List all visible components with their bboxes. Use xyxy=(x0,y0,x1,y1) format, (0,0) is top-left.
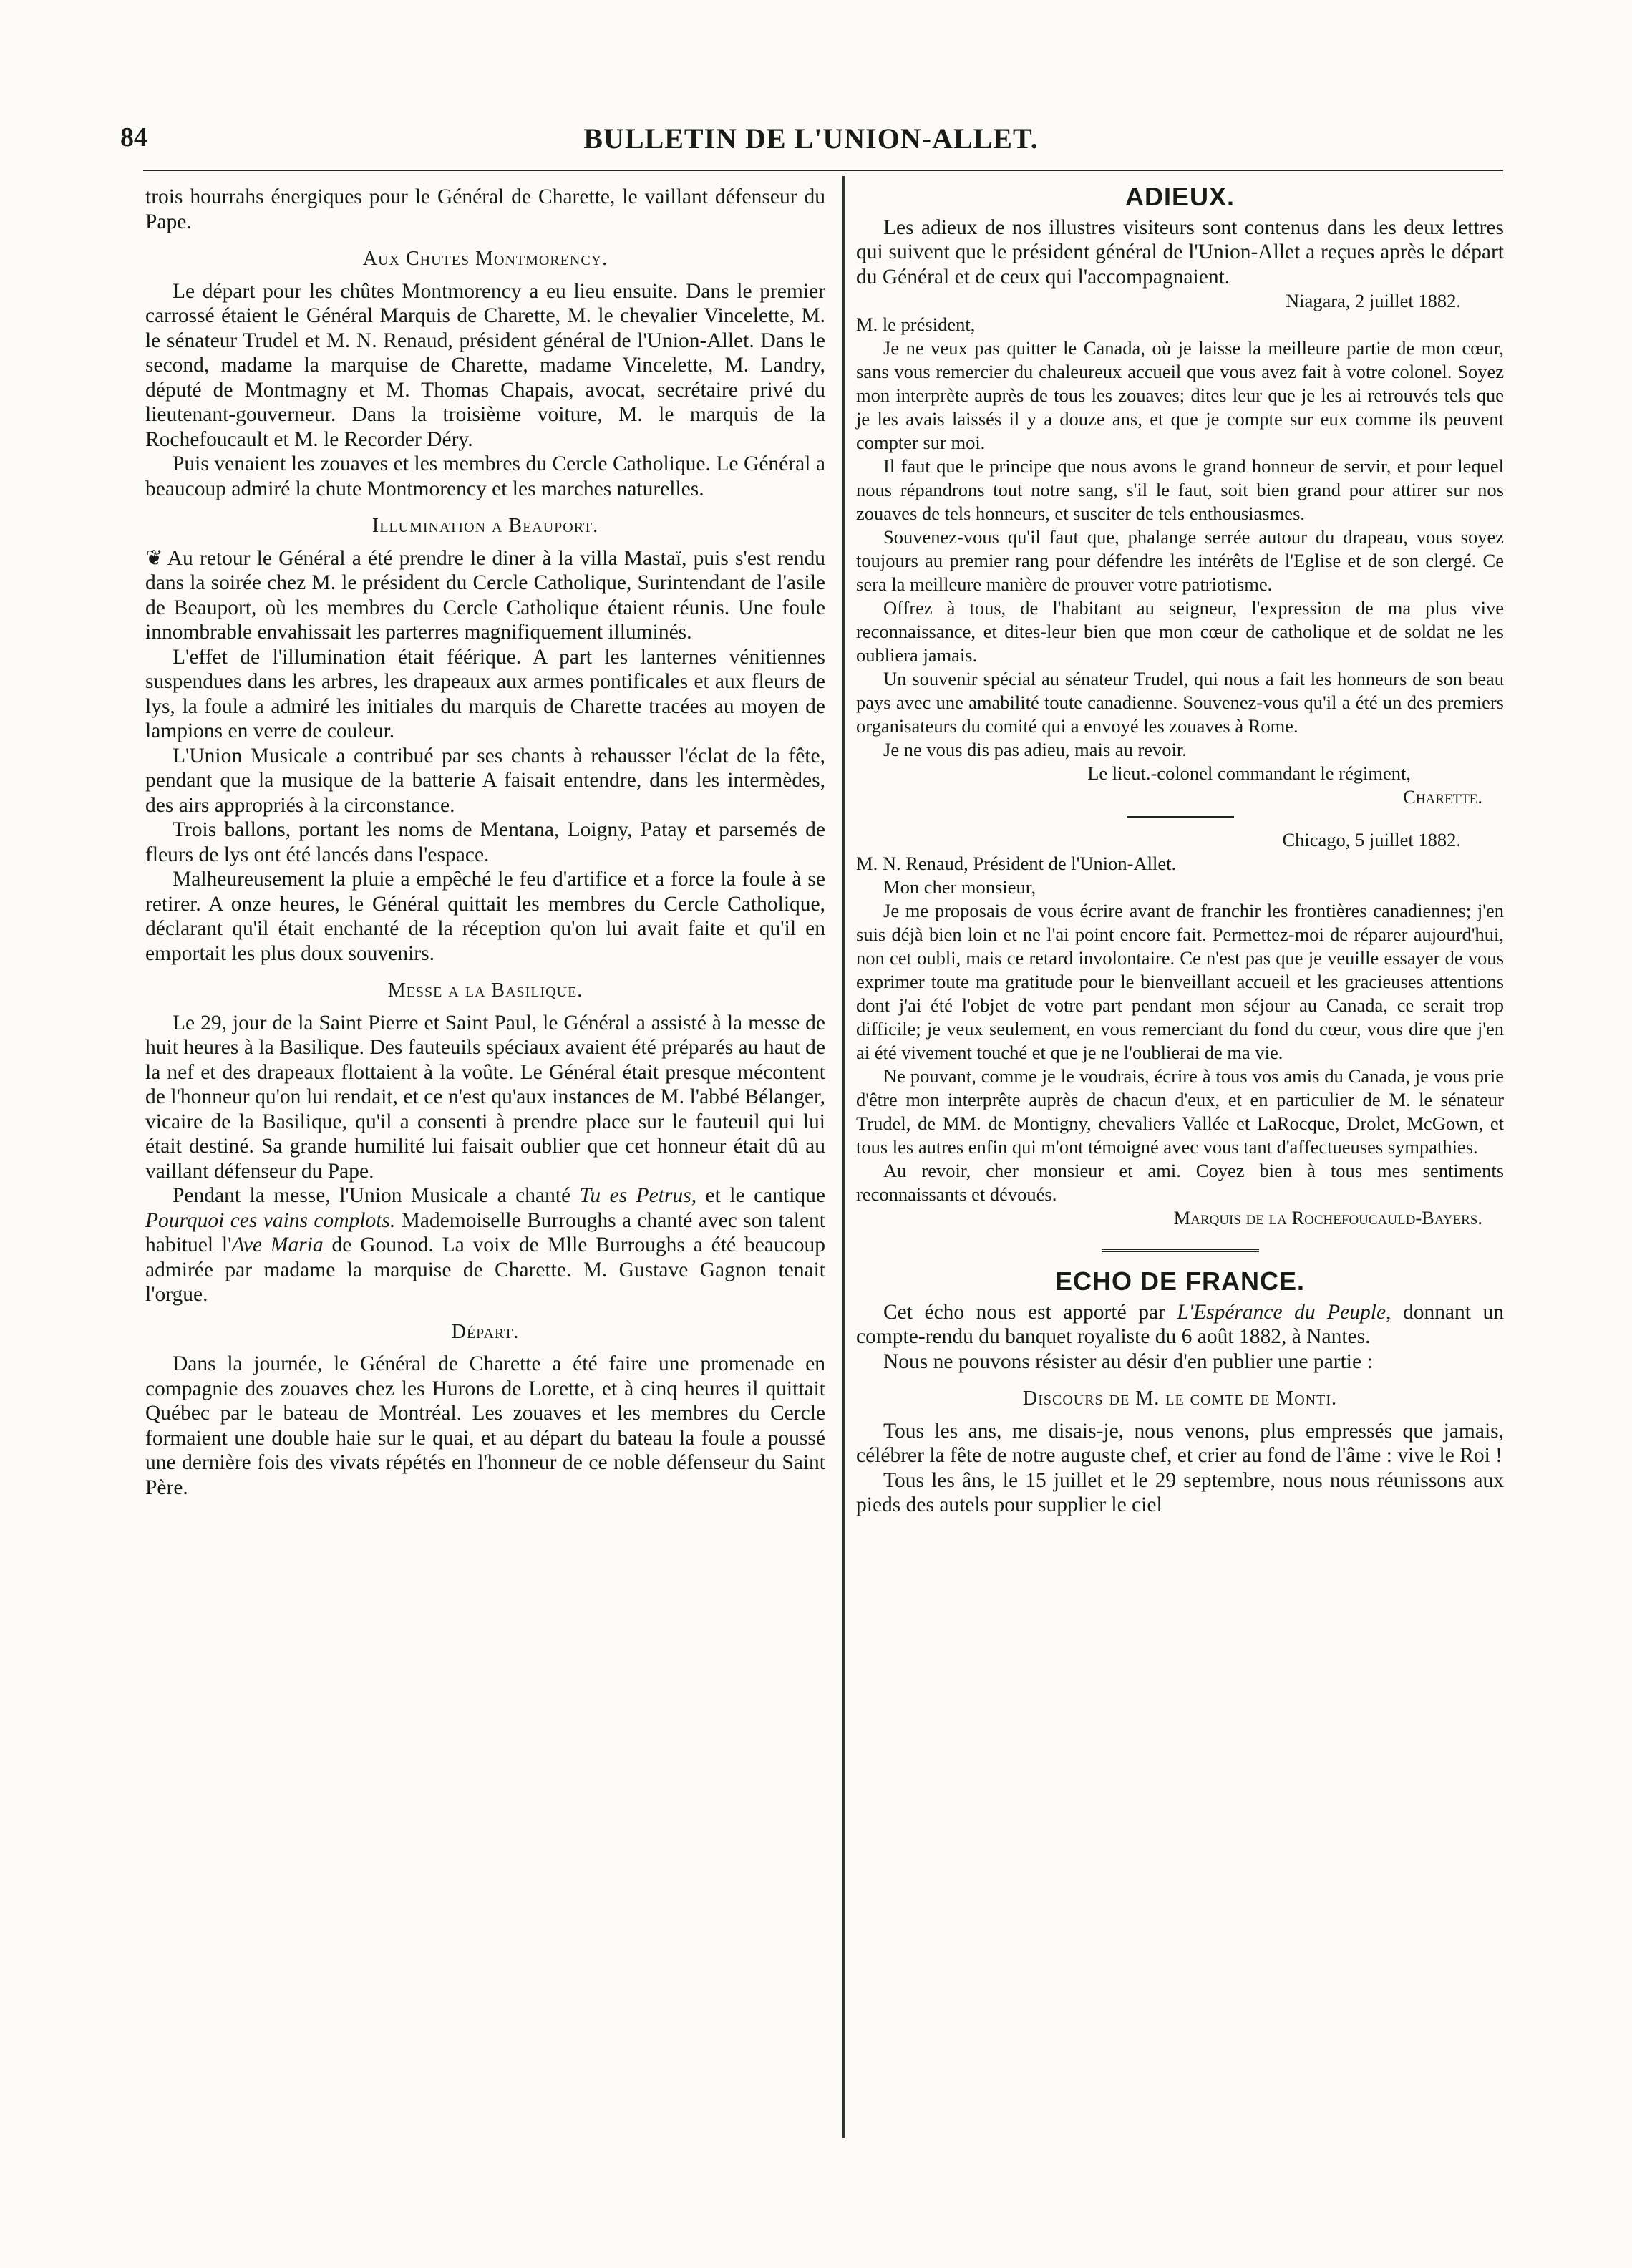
paragraph: Au revoir, cher monsieur et ami. Coyez bien à tous mes sentiments reconnaissants et dévoués. xyxy=(856,1160,1504,1205)
journal-title: BULLETIN DE L'UNION-ALLET. xyxy=(583,122,1039,155)
paragraph: Offrez à tous, de l'habitant au seigneur, l'expression de ma plus vive reconnaissance, et dites-leur bien que mon cœur de catholique et de soldat ne les oubliera jamais. xyxy=(856,597,1504,666)
text-run: Cet écho nous est apporté par xyxy=(883,1300,1177,1324)
paragraph: Malheureusement la pluie a empêché le feu d'artifice et a force la foule à se retirer. A onze heures, le Général quittait les membres du Cercle Catholique, déclarant qu'il était enchanté de la réception qu'on lui avait faite et qu'il en emportait les plus doux souvenirs. xyxy=(145,868,825,965)
section-heading-chutes: Aux Chutes Montmorency. xyxy=(362,248,608,270)
paragraph-text: Au retour le Général a été prendre le diner à la villa Mastaï, puis s'est rendu dans la soirée chez M. le président du Cercle Catholique, Surintendant de l'asile de Beauport, où les membres du Cercle Catholique étaient réunis. Une foule innombrable envahissait les parterres magnifiquement illuminés. xyxy=(145,546,825,644)
paragraph: Nous ne pouvons résister au désir d'en publier une partie : xyxy=(883,1349,1373,1373)
paragraph: Le départ pour les chûtes Montmorency a eu lieu ensuite. Dans le premier carrossé étaient le Général Marquis de Charette, M. le chevalier Vincelette, M. le sénateur Trudel et M. N. Renaud, président général de l'Union-Allet. Dans le second, madame la marquise de Charette, madame Vincelette, M. Landry, député de Montmagny et M. Thomas Chapais, avocat, secrétaire privé du lieutenant-gouverneur. Dans la troisième voiture, M. le marquis de la Rochefoucault et M. le Recorder Déry. xyxy=(145,279,825,451)
signature: Charette. xyxy=(1403,786,1482,808)
paragraph: Tous les ans, me disais-je, nous venons, plus empressés que jamais, célébrer la fête de notre auguste chef, et crier au fond de l'âme : vive le Roi ! xyxy=(856,1419,1504,1467)
article-title-adieux: ADIEUX. xyxy=(1125,182,1235,211)
right-column xyxy=(856,182,1504,1518)
letter-rochefoucauld xyxy=(856,828,1504,1230)
text-run: Pendant la messe, l'Union Musicale a chanté xyxy=(173,1184,580,1207)
paragraph: Les adieux de nos illustres visiteurs sont contenus dans les deux lettres qui suivent que le président général de l'Union-Allet a reçues après le départ du Général et de ceux qui l'accompagnaient. xyxy=(856,215,1504,289)
paragraph: Le 29, jour de la Saint Pierre et Saint Paul, le Général a assisté à la messe de huit heures à la Basilique. Des fauteuils spéciaux avaient été préparés au haut de la nef et des drapeaux flottaient à la voûte. Le Général était presque mécontent de l'honneur qu'on lui rendait, et ce n'est qu'aux instances de M. l'abbé Bélanger, vicaire de la Basilique, qu'il a consenti à prendre place sur le fauteuil qui lui était destiné. Sa grande humilité lui faisait oublier que cet honneur était dû au vaillant défenseur du Pape. xyxy=(145,1011,825,1183)
paragraph xyxy=(856,1300,1504,1349)
section-heading-illumination: Illumination a Beauport. xyxy=(371,515,599,537)
paragraph xyxy=(145,546,825,645)
paragraph: Un souvenir spécial au sénateur Trudel, qui nous a fait les honneurs de son beau pays avec une amabilité toute canadienne. Souvenez-vous qu'il a été un des premiers organisateurs du comité qui a envoyé les zouaves à Rome. xyxy=(856,668,1504,737)
dateline: Chicago, 5 juillet 1882. xyxy=(1282,829,1461,850)
paragraph: Trois ballons, portant les noms de Mentana, Loigny, Patay et parsemés de fleurs de lys ont été lancés dans l'espace. xyxy=(145,818,825,866)
fleuron-ornament-icon: ❦ xyxy=(145,546,163,570)
text-run: de Gounod. La voix de Mlle Burroughs a été beaucoup admirée par madame la marquise de Charette. M. Gustave Gagnon tenait l'orgue. xyxy=(145,1234,825,1306)
paragraph: Je me proposais de vous écrire avant de franchir les frontières canadiennes; j'en suis déjà bien loin et ne l'ai point encore fait. Permettez-moi de réparer aujourd'hui, non cet oubli, mais ce retard involontaire. Ce n'est pas que je veuille essayer de vous exprimer toute ma gratitude pour le bienveillant accueil et les gracieuses attentions dont j'ai été l'objet de votre part pendant mon séjour au Canada, ce serait trop difficile; je veux seulement, en vous remerciant du fond du cœur, vous dire que j'en ai été vivement touché et que je ne l'oublierai de ma vie. xyxy=(856,900,1504,1063)
section-heading-depart: Départ. xyxy=(451,1320,520,1343)
paragraph: L'effet de l'illumination était féérique. A part les lanternes vénitiennes suspendues dans les arbres, les drapeaux aux armes pontificales et aux fleurs de lys, la foule a admiré les initiales du marquis de Charette tracées au moyen de lampions en verre de couleur. xyxy=(145,645,825,742)
paragraph: Je ne veux pas quitter le Canada, où je laisse la meilleure partie de mon cœur, sans vous remercier du chaleureux accueil que vous avez fait à votre colonel. Soyez mon interprète auprès de tous les zouaves; dites leur que je les ai retrouvés tels que je les avais laissés il y a douze ans, et que je compte sur eux comme ils peuvent compter sur moi. xyxy=(856,337,1504,453)
salutation: M. le président, xyxy=(856,314,976,335)
paragraph: Ne pouvant, comme je le voudrais, écrire à tous vos amis du Canada, je vous prie d'être mon interprête auprès de chacun d'eux, et en particulier de M. le sénateur Trudel, de MM. de Montigny, chevaliers Vallée et LaRocque, Drolet, McGown, et tous les autres enfin qui m'ont témoigné avec vous tant d'affectueuses sympathies. xyxy=(856,1065,1504,1158)
italic-title: L'Espérance du Peuple xyxy=(1177,1300,1386,1324)
paragraph: Il faut que le principe que nous avons le grand honneur de servir, et pour lequel nous répandrons tout notre sang, s'il le faut, soit bien grand pour attirer sur nos zouaves de tels honneurs, et susciter de tels enthousiasmes. xyxy=(856,455,1504,524)
article-separator xyxy=(1102,1249,1259,1252)
salutation: Mon cher monsieur, xyxy=(883,876,1036,898)
italic-title: Ave Maria xyxy=(231,1234,324,1256)
speech-heading: Discours de M. le comte de Monti. xyxy=(1022,1387,1337,1410)
column-divider xyxy=(842,176,845,2138)
text-run: , donnant un compte-rendu du banquet royaliste du 6 août 1882, à Nantes. xyxy=(856,1300,1504,1348)
letter-charette xyxy=(856,289,1504,809)
text-run: , et le cantique xyxy=(691,1184,825,1207)
italic-title: Pourquoi ces vains complots. xyxy=(145,1208,396,1232)
left-column xyxy=(145,185,825,1500)
paragraph: Tous les âns, le 15 juillet et le 29 septembre, nous nous réunissons aux pieds des autels pour supplier le ciel xyxy=(856,1468,1504,1516)
running-head xyxy=(120,115,1502,165)
closing: Le lieut.-colonel commandant le régiment, xyxy=(1087,762,1411,784)
section-heading-messe: Messe a la Basilique. xyxy=(387,979,583,1002)
addressee: M. N. Renaud, Président de l'Union-Allet. xyxy=(856,853,1177,874)
text-run: Mademoiselle Burroughs a chanté avec son talent habituel l' xyxy=(145,1208,826,1256)
italic-title: Tu es Petrus xyxy=(579,1184,691,1207)
paragraph xyxy=(145,1183,825,1307)
paragraph: Dans la journée, le Général de Charette a été faire une promenade en compagnie des zouaves chez les Hurons de Lorette, et à cinq heures il quittait Québec par le bateau de Montréal. Les zouaves et les membres du Cercle formaient une double haie sur le quai, et au départ du bateau la foule a poussé une dernière fois des vivats répétés en l'honneur de ce noble défenseur du Saint Père. xyxy=(145,1352,825,1499)
dateline: Niagara, 2 juillet 1882. xyxy=(1285,290,1461,311)
continued-paragraph: trois hourrahs énergiques pour le Général de Charette, le vaillant défenseur du Pape. xyxy=(145,185,825,233)
paragraph: Je ne vous dis pas adieu, mais au revoir. xyxy=(883,739,1187,760)
article-title-echo: ECHO DE FRANCE. xyxy=(1054,1266,1306,1296)
page-number: 84 xyxy=(120,122,147,152)
paragraph: Souvenez-vous qu'il faut que, phalange serrée autour du drapeau, vous soyez toujours au premier rang pour défendre les intérêts de l'Eglise et de son clergé. Ce sera la meilleure manière de prouver votre patriotisme. xyxy=(856,526,1504,595)
paragraph: L'Union Musicale a contribué par ses chants à rehausser l'éclat de la fête, pendant que la musique de la batterie A faisait entendre, dans les intermèdes, des airs appropriés à la circonstance. xyxy=(145,744,825,817)
header-rule xyxy=(143,170,1503,173)
letter-separator xyxy=(1127,816,1234,818)
signature: Marquis de la Rochefoucauld-Bayers. xyxy=(1173,1207,1482,1228)
paragraph: Puis venaient les zouaves et les membres du Cercle Catholique. Le Général a beaucoup admiré la chute Montmorency et les marches naturelles. xyxy=(145,452,825,500)
